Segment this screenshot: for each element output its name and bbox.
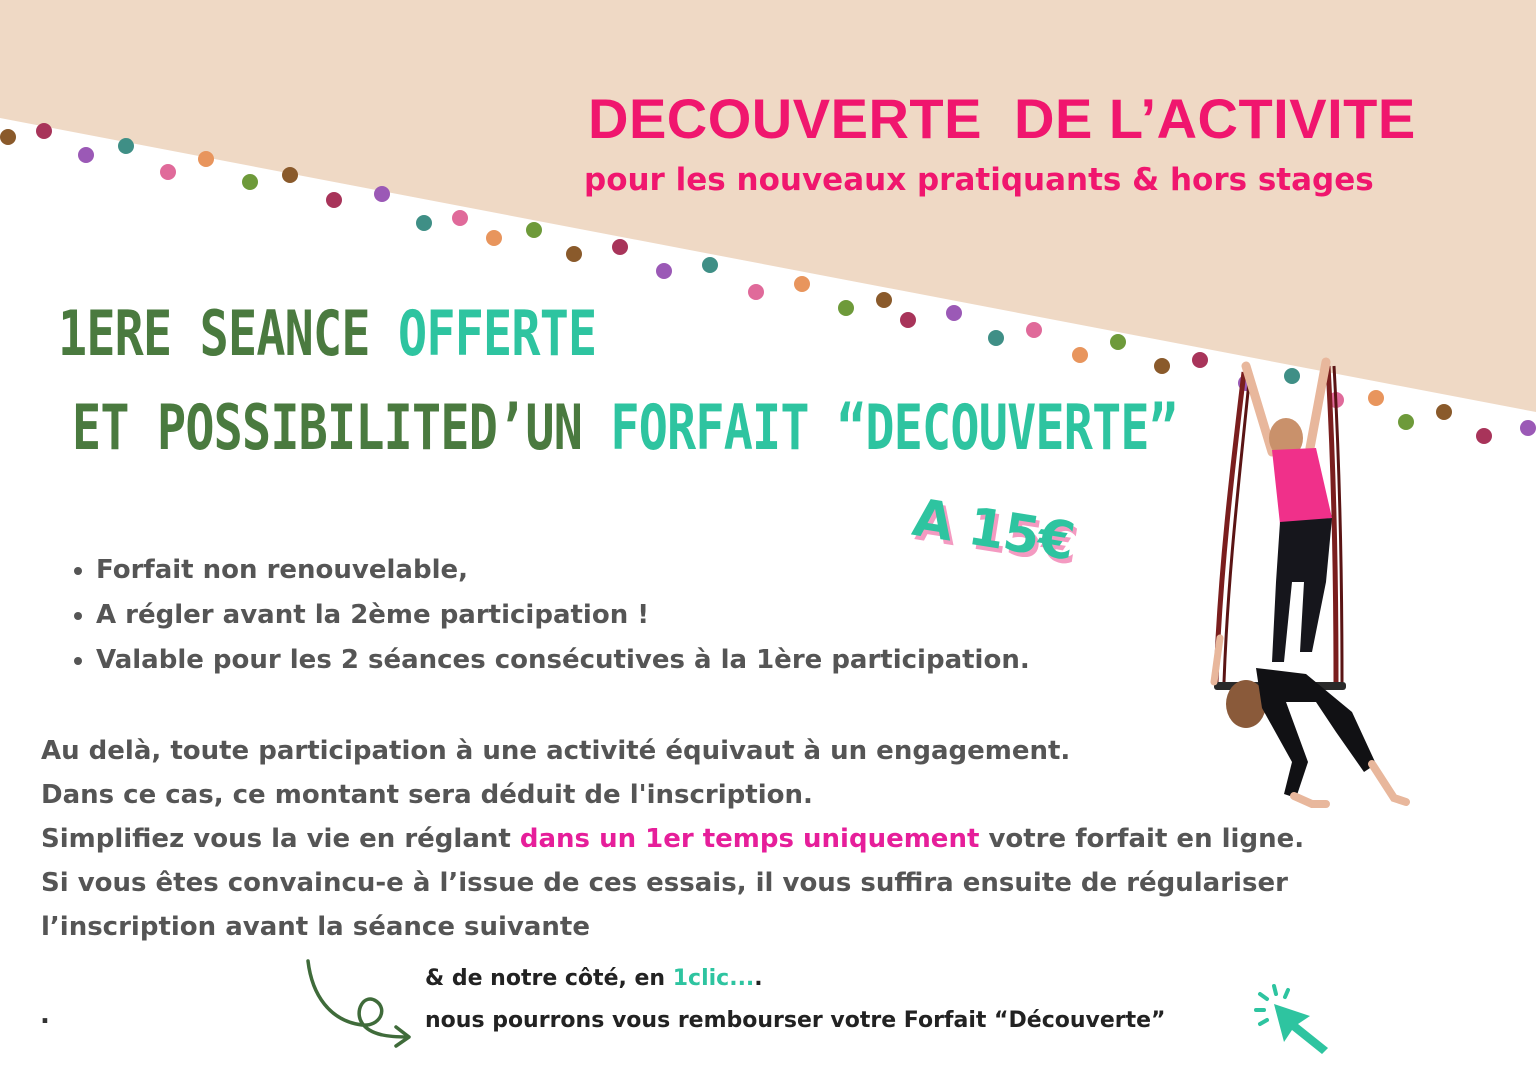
highlight-first-time: dans un 1er temps uniquement (519, 824, 980, 854)
paragraph-line (41, 817, 1304, 861)
footer-line (425, 958, 1166, 1000)
garland-dot (118, 138, 134, 154)
curly-arrow-icon (300, 955, 420, 1050)
headline-first-session: 1ERE SEANCE (58, 297, 399, 370)
garland-dot (612, 239, 628, 255)
cursor-click-icon[interactable] (1246, 980, 1346, 1055)
stray-dot: . (40, 1000, 50, 1030)
garland-dot (748, 284, 764, 300)
garland-dot (1072, 347, 1088, 363)
conditions-list (56, 548, 1030, 683)
list-item: • Forfait non renouvelable, (96, 548, 1030, 593)
list-item: • A régler avant la 2ème participation ! (96, 593, 1030, 638)
one-click-text: 1clic... (672, 966, 755, 991)
page-title: DECOUVERTE DE L’ACTIVITE (588, 87, 1416, 150)
page-subtitle: pour les nouveaux pratiquants & hors stages (584, 162, 1374, 198)
footer-text: . (754, 966, 763, 991)
headline-possibility: ET POSSIBILITED’UN (72, 391, 611, 464)
paragraph-text: votre forfait en ligne. (979, 824, 1305, 854)
garland-dot (0, 129, 16, 145)
garland-dot (946, 305, 962, 321)
paragraph-line: Au delà, toute participation à une activité équivaut à un engagement. (41, 736, 1071, 766)
garland-dot (876, 292, 892, 308)
garland-dot (1110, 334, 1126, 350)
garland-dot (1520, 420, 1536, 436)
garland-dot (374, 186, 390, 202)
garland-dot (1436, 404, 1452, 420)
garland-dot (900, 312, 916, 328)
price-badge: A 15€ (908, 488, 1078, 573)
garland-dot (702, 257, 718, 273)
swing-performers-photo (1176, 352, 1436, 822)
garland-dot (794, 276, 810, 292)
garland-dot (160, 164, 176, 180)
footer-message (425, 958, 1166, 1042)
info-paragraph (41, 729, 1304, 949)
garland-dot (242, 174, 258, 190)
headline-line-2 (72, 391, 1177, 464)
garland-dot (566, 246, 582, 262)
paragraph-line: Si vous êtes convaincu-e à l’issue de ces essais, il vous suffira ensuite de régulariser (41, 868, 1288, 898)
garland-dot (1154, 358, 1170, 374)
garland-dot (988, 330, 1004, 346)
garland-dot (526, 222, 542, 238)
headline-line-1 (58, 297, 596, 370)
list-item: • Valable pour les 2 séances consécutives à la 1ère participation. (96, 638, 1030, 683)
garland-dot (416, 215, 432, 231)
garland-dot (656, 263, 672, 279)
garland-dot (452, 210, 468, 226)
garland-dot (1026, 322, 1042, 338)
garland-dot (78, 147, 94, 163)
garland-dot (486, 230, 502, 246)
headline-offered: OFFERTE (398, 297, 597, 370)
garland-dot (326, 192, 342, 208)
footer-text: & de notre côté, en (425, 966, 673, 991)
paragraph-line: Dans ce cas, ce montant sera déduit de l'inscription. (41, 780, 813, 810)
garland-dot (198, 151, 214, 167)
paragraph-text: Simplifiez vous la vie en réglant (41, 824, 520, 854)
headline-discovery-package: FORFAIT “DECOUVERTE” (610, 391, 1178, 464)
garland-dot (1476, 428, 1492, 444)
garland-dot (282, 167, 298, 183)
footer-line: nous pourrons vous rembourser votre Forfait “Découverte” (425, 1008, 1166, 1033)
paragraph-line: l’inscription avant la séance suivante (41, 912, 590, 942)
garland-dot (838, 300, 854, 316)
garland-dot (36, 123, 52, 139)
